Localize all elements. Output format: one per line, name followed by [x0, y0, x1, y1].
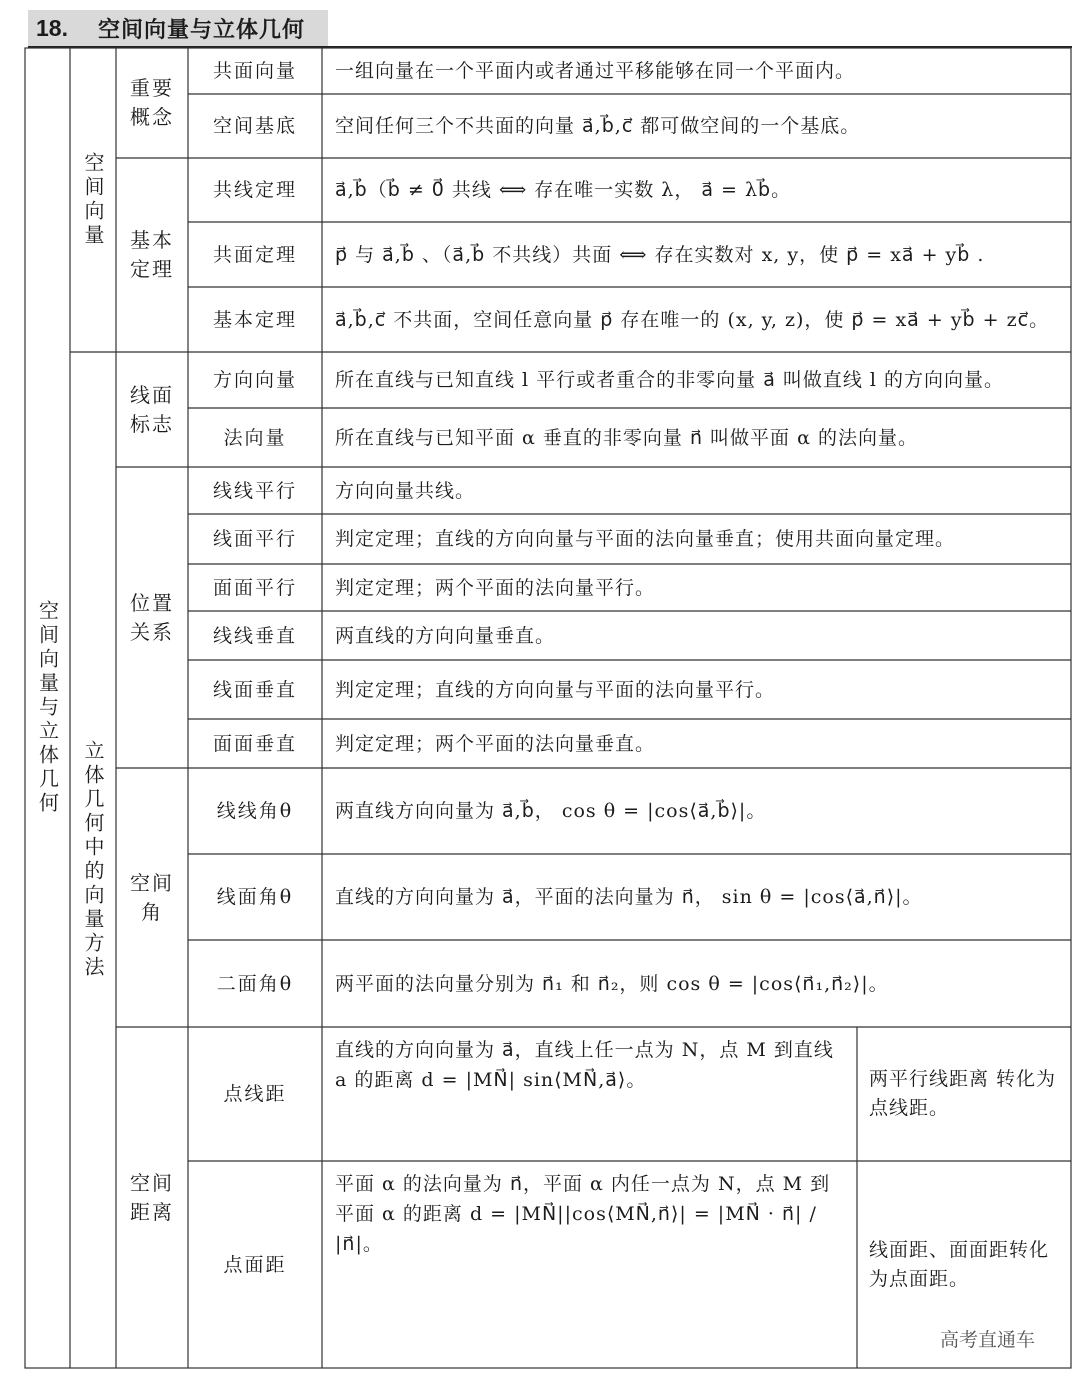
- row-name: 方向向量: [212, 369, 297, 391]
- section-number: 18.: [36, 14, 68, 41]
- row-content: 判定定理；直线的方向向量与平面的法向量垂直；使用共面向量定理。: [335, 528, 956, 550]
- row-name: 空间基底: [212, 115, 297, 137]
- row-note: 两平行线距离 转化为点线距。: [869, 1068, 1057, 1119]
- category-important-concepts: 重要概念: [130, 76, 174, 129]
- section-title: 空间向量与立体几何: [98, 17, 306, 43]
- row-name: 线线垂直: [212, 624, 297, 647]
- main-topic-label: 空间向量与立体几何: [35, 600, 60, 816]
- row-content: 直线的方向向量为 a⃗，直线上任一点为 N，点 M 到直线 a 的距离 d = |MN⃗| sin⟨MN⃗,a⃗⟩。: [335, 1039, 834, 1091]
- row-name: 点线距: [223, 1083, 287, 1105]
- row-content: 直线的方向向量为 a⃗，平面的法向量为 n⃗， sin θ = |cos⟨a⃗,n⃗⟩|。: [335, 886, 923, 908]
- row-content: 所在直线与已知直线 l 平行或者重合的非零向量 a⃗ 叫做直线 l 的方向向量。: [335, 369, 1005, 391]
- row-name: 基本定理: [212, 308, 297, 331]
- row-content: 一组向量在一个平面内或者通过平移能够在同一个平面内。: [335, 60, 856, 82]
- watermark: 高考直通车: [940, 1329, 1036, 1351]
- row-content: 平面 α 的法向量为 n⃗，平面 α 内任一点为 N，点 M 到平面 α 的距离 d = |MN⃗||cos⟨MN⃗,n⃗⟩| = |MN⃗ · n⃗| / |n⃗|。: [335, 1173, 831, 1255]
- row-name: 共线定理: [212, 179, 297, 201]
- row-name: 线线角θ: [216, 800, 294, 822]
- row-content: 空间任何三个不共面的向量 a⃗,b⃗,c⃗ 都可做空间的一个基底。: [335, 115, 861, 137]
- row-content: 所在直线与已知平面 α 垂直的非零向量 n⃗ 叫做平面 α 的法向量。: [335, 426, 918, 449]
- row-name: 点面距: [223, 1253, 287, 1276]
- row-name: 共面定理: [212, 243, 297, 266]
- subtopic-vector-method-cell: [70, 352, 116, 1368]
- row-name: 面面平行: [212, 576, 297, 599]
- main-topic-cell: [25, 48, 70, 1368]
- subtopic-vector-method-label: 立体几何中的向量方法: [81, 740, 105, 980]
- category-spatial-distance: 空间距离: [130, 1170, 174, 1224]
- row-content: 判定定理；直线的方向向量与平面的法向量平行。: [335, 678, 776, 701]
- row-content: 两直线的方向向量垂直。: [335, 624, 556, 647]
- row-name: 线面垂直: [212, 678, 297, 701]
- row-name: 共面向量: [212, 60, 297, 82]
- row-content: 判定定理；两个平面的法向量平行。: [335, 576, 656, 599]
- row-content: a⃗,b⃗（b⃗ ≠ 0⃗ 共线 ⟺ 存在唯一实数 λ， a⃗ = λb⃗。: [335, 179, 792, 201]
- subtopic-space-vector-label: 空间向量: [81, 152, 105, 248]
- category-positional-relations: 位置关系: [130, 590, 174, 644]
- row-name: 法向量: [223, 426, 287, 449]
- row-content: 两平面的法向量分别为 n⃗₁ 和 n⃗₂，则 cos θ = |cos⟨n⃗₁,n⃗₂⟩|。: [335, 972, 889, 995]
- category-basic-theorems: 基本定理: [130, 228, 174, 281]
- row-content: p⃗ 与 a⃗,b⃗ 、（a⃗,b⃗ 不共线）共面 ⟺ 存在实数对 x, y，使 p⃗ = xa⃗ + yb⃗ .: [335, 243, 985, 266]
- row-name: 线面角θ: [216, 886, 294, 908]
- row-content: 两直线方向向量为 a⃗,b⃗， cos θ = |cos⟨a⃗,b⃗⟩|。: [335, 800, 767, 822]
- row-content: a⃗,b⃗,c⃗ 不共面，空间任意向量 p⃗ 存在唯一的 (x, y, z)，使 p⃗ = xa⃗ + yb⃗ + zc⃗。: [335, 308, 1050, 331]
- row-note: 线面距、面面距转化为点面距。: [869, 1238, 1050, 1290]
- category-spatial-angles: 空间角: [130, 870, 174, 924]
- row-content: 判定定理；两个平面的法向量垂直。: [335, 732, 656, 755]
- row-name: 线线平行: [212, 479, 297, 502]
- row-name: 面面垂直: [212, 732, 297, 755]
- row-content: 方向向量共线。: [335, 479, 476, 502]
- subtopic-space-vector-cell: [70, 48, 116, 352]
- row-name: 线面平行: [212, 528, 297, 550]
- category-line-plane-markers: 线面标志: [130, 382, 174, 436]
- row-name: 二面角θ: [216, 972, 294, 995]
